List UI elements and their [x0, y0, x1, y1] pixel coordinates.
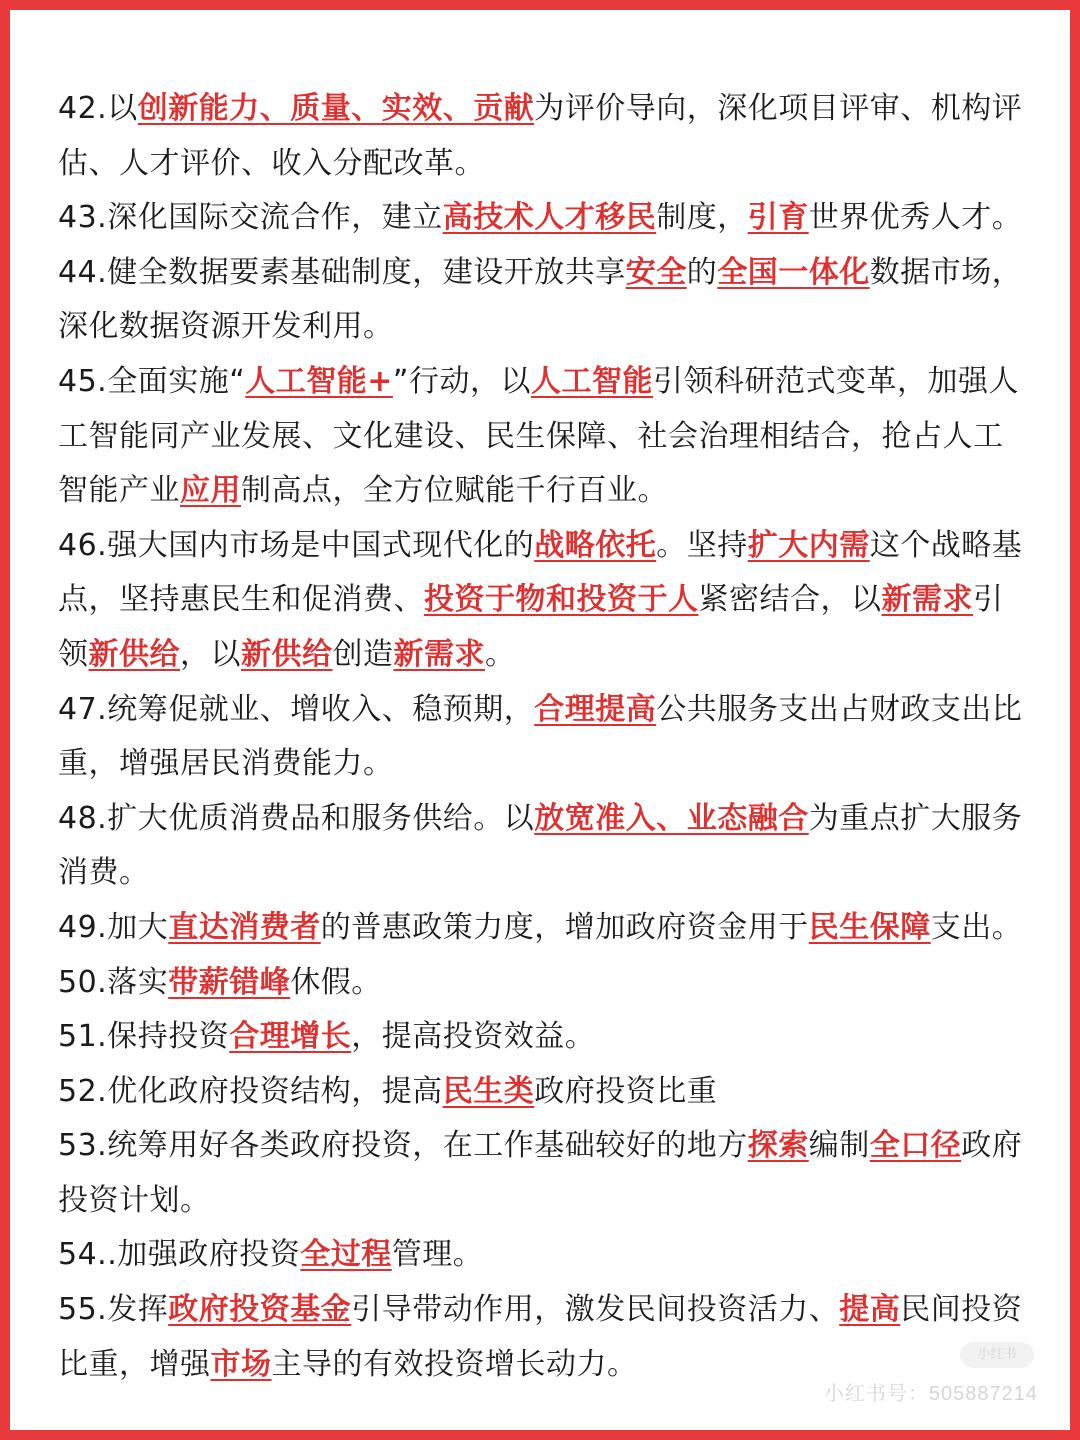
item-text: 引领科研范式变革，加强人工智能同产业发展、文化建设、民生保障、社会治理相结合，抢占人工智能产业 [58, 363, 1019, 509]
highlighted-term: 全过程 [300, 1237, 392, 1273]
highlighted-term: 应用 [180, 473, 241, 509]
highlighted-term: 人工智能 [530, 363, 653, 399]
highlighted-term: 新供给 [241, 636, 333, 672]
item-text: 51.保持投资 [58, 1019, 230, 1055]
item-text: 的普惠政策力度，增加政府资金用于 [320, 909, 809, 945]
item-text: 46.强大国内市场是中国式现代化的 [58, 527, 535, 563]
item-text: 53.统筹用好各类政府投资，在工作基础较好的地方 [58, 1128, 748, 1164]
highlighted-term: 人工智能+ [245, 363, 393, 399]
item-text: 49.加大 [58, 909, 169, 945]
highlighted-term: 全口径 [869, 1128, 962, 1164]
watermark-id: 小红书号：505887214 [823, 1383, 1038, 1405]
item-text: 为重点扩大服务消费。 [58, 800, 1023, 891]
item-text: 紧密结合，以 [698, 582, 882, 618]
highlighted-term: 市场 [210, 1346, 272, 1382]
item-text: 休假。 [290, 964, 382, 1000]
item-text: 支出。 [930, 909, 1023, 945]
policy-item [58, 246, 1028, 355]
item-text: 50.落实 [58, 964, 169, 1000]
item-text: ，以 [180, 636, 241, 672]
policy-item [58, 1119, 1028, 1228]
item-text: 创造 [332, 636, 394, 672]
highlighted-term: 投资于物和投资于人 [424, 582, 699, 618]
item-text: 54..加强政府投资 [58, 1237, 301, 1273]
policy-item [58, 355, 1028, 519]
highlighted-term: 创新能力、质量、实效、贡献 [137, 91, 535, 126]
item-text: ”行动，以 [392, 363, 531, 399]
item-text: 44.健全数据要素基础制度，建设开放共享 [58, 254, 626, 290]
highlighted-term: 新需求 [881, 582, 973, 618]
item-text: 。坚持 [656, 527, 748, 563]
item-text: 引领 [58, 582, 1004, 672]
highlighted-term: 高技术人才移民 [442, 200, 657, 236]
item-text: 政府投资计划。 [58, 1128, 1023, 1218]
document-card [10, 10, 1070, 1430]
item-text: 政府投资比重 [534, 1073, 718, 1109]
highlighted-term: 全国一体化 [717, 254, 870, 290]
policy-list [58, 82, 1028, 1392]
item-text: 世界优秀人才。 [808, 200, 1023, 236]
policy-item [58, 519, 1028, 683]
item-text: 45.全面实施“ [58, 363, 246, 399]
policy-item [58, 956, 1028, 1011]
item-text: 这个战略基点，坚持惠民生和促消费、 [58, 527, 1023, 618]
highlighted-term: 放宽准入、业态融合 [534, 800, 809, 836]
highlighted-term: 合理增长 [229, 1019, 352, 1055]
highlighted-term: 政府投资基金 [168, 1292, 352, 1328]
highlighted-term: 扩大内需 [747, 527, 870, 563]
item-text: 52.优化政府投资结构，提高 [58, 1073, 443, 1109]
item-text: 制高点，全方位赋能千行百业。 [241, 473, 668, 509]
item-text: 为评价导向，深化项目评审、机构评估、人才评价、收入分配改革。 [58, 91, 1023, 181]
policy-item [58, 1283, 1028, 1392]
highlighted-term: 民生类 [442, 1073, 535, 1109]
item-text: 55.发挥 [58, 1292, 169, 1328]
item-text: 引导带动作用，激发民间投资活力、 [351, 1292, 840, 1328]
item-text: 48.扩大优质消费品和服务供给。以 [58, 800, 535, 836]
highlighted-term: 提高 [839, 1292, 901, 1328]
item-text: 的 [686, 254, 718, 290]
policy-item [58, 1228, 1028, 1283]
item-text: 制度， [656, 200, 748, 236]
watermark-logo: 小红书 [960, 1342, 1034, 1368]
highlighted-term: 引育 [747, 200, 809, 236]
highlighted-term: 带薪错峰 [168, 964, 291, 1000]
policy-item [58, 1010, 1028, 1065]
highlighted-term: 安全 [625, 254, 687, 290]
item-text: 管理。 [391, 1237, 484, 1273]
policy-item [58, 683, 1028, 792]
policy-item [58, 1065, 1028, 1120]
item-text: 公共服务支出占财政支出比重，增强居民消费能力。 [58, 691, 1023, 782]
item-text: 43.深化国际交流合作，建立 [58, 200, 443, 236]
highlighted-term: 民生保障 [808, 909, 931, 945]
highlighted-term: 新需求 [393, 636, 485, 672]
item-text: 主导的有效投资增长动力。 [271, 1346, 638, 1382]
item-text: 编制 [808, 1128, 870, 1164]
highlighted-term: 合理提高 [534, 691, 657, 727]
item-text: 47.统筹促就业、增收入、稳预期， [58, 691, 535, 727]
item-text: ，提高投资效益。 [351, 1019, 596, 1055]
policy-item [58, 901, 1028, 956]
highlighted-term: 探索 [747, 1128, 809, 1164]
policy-item [58, 792, 1028, 901]
highlighted-term: 战略依托 [534, 527, 657, 563]
item-text: 民间投资比重，增强 [58, 1292, 1023, 1382]
item-text: 数据市场，深化数据资源开发利用。 [58, 254, 1023, 345]
policy-item [58, 191, 1028, 246]
item-text: 。 [485, 636, 516, 672]
item-text: 42.以 [58, 91, 138, 126]
highlighted-term: 新供给 [88, 636, 180, 672]
policy-item [58, 82, 1028, 191]
highlighted-term: 直达消费者 [168, 909, 321, 945]
